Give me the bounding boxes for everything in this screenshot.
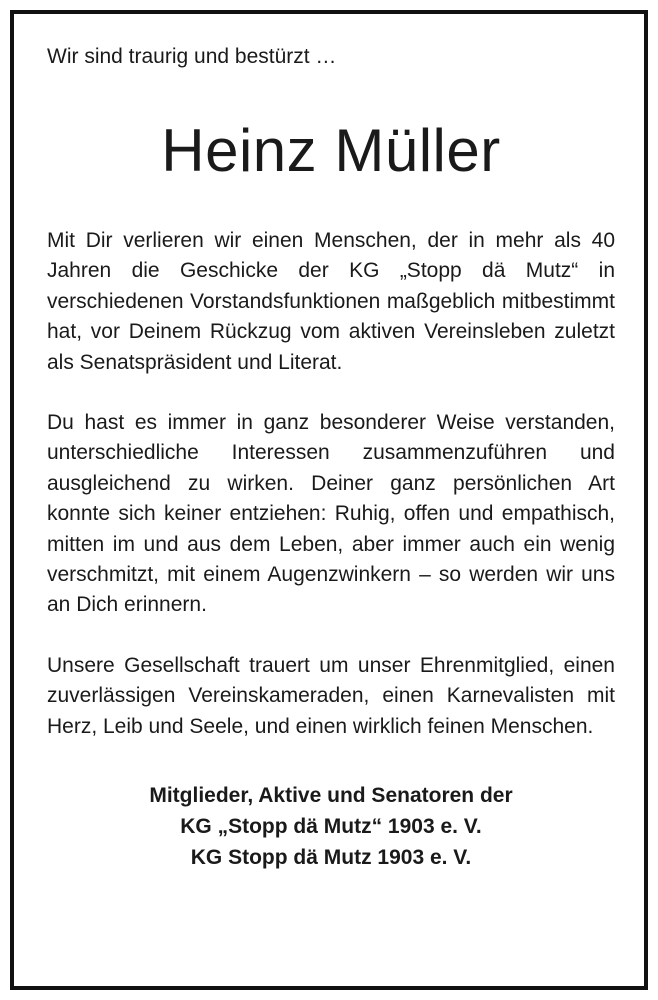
deceased-name: Heinz Müller <box>161 117 501 184</box>
paragraph-3: Unsere Gesellschaft trauert um unser Ehrenmitglied, einen zuverlässigen Vereinskameraden, einen Karnevalisten mit Herz, Leib und Seele, und einen wirklich feinen Menschen. <box>47 653 615 738</box>
signature-line-3: KG Stopp dä Mutz 1903 e. V. <box>190 846 472 870</box>
intro-line: Wir sind traurig und bestürzt … <box>47 45 337 68</box>
obituary-content <box>47 42 615 873</box>
signature-line-2: KG „Stopp dä Mutz“ 1903 e. V. <box>180 815 482 839</box>
paragraph-1: Mit Dir verlieren wir einen Menschen, der in mehr als 40 Jahren die Geschicke der KG „Stopp dä Mutz“ in verschiedenen Vorstandsfunktionen maßgeblich mitbestimmt hat, vor Deinem Rückzug vom aktiven Vereinsleben zuletzt als Senatspräsident und Literat. <box>47 229 615 374</box>
signature-line-1: Mitglieder, Aktive und Senatoren der <box>149 784 513 808</box>
paragraph-2: Du hast es immer in ganz besonderer Weise verstanden, unterschiedliche Interessen zusammenzuführen und ausgleichend zu wirken. Deiner ganz persönlichen Art konnte sich keiner entziehen: Ruhig, offen und empathisch, mitten im und aus dem Leben, aber immer auch ein wenig verschmitzt, mit einem Augenzwinkern – so werden wir uns an Dich erinnern. <box>47 411 615 617</box>
signature-block <box>47 780 615 873</box>
obituary-frame <box>10 10 648 990</box>
